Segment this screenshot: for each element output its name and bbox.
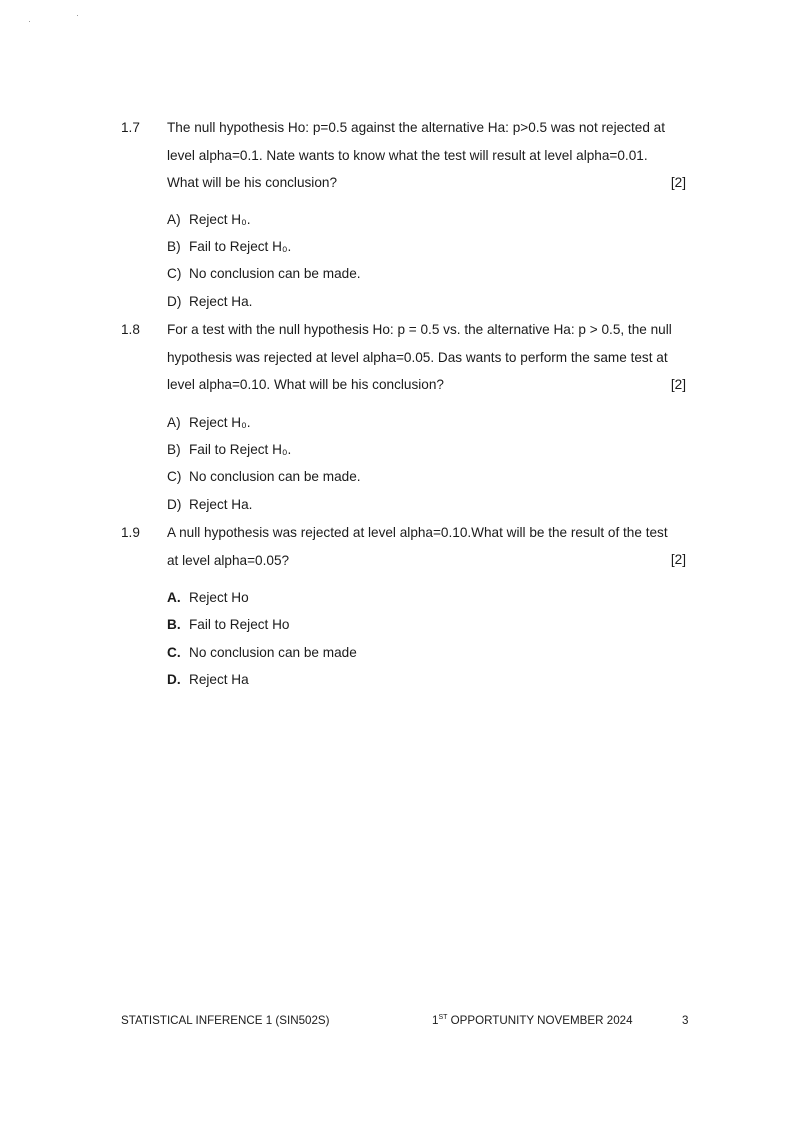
question-line: level alpha=0.10. What will be his conclusion? — [167, 377, 444, 393]
option-text: Reject Ha. — [189, 497, 253, 512]
footer-course: STATISTICAL INFERENCE 1 (SIN502S) — [121, 1014, 330, 1027]
option-text: No conclusion can be made. — [189, 469, 361, 484]
option-text: Fail to Reject Ho — [189, 617, 290, 632]
option-text: Fail to Reject H₀. — [189, 239, 292, 254]
option-c: C) No conclusion can be made. — [167, 469, 361, 484]
option-c: C. No conclusion can be made — [167, 645, 357, 660]
option-text: Reject Ha — [189, 672, 249, 687]
question-text — [167, 519, 686, 574]
option-text: Reject H₀. — [189, 415, 251, 430]
option-b: B. Fail to Reject Ho — [167, 617, 290, 632]
question-line: The null hypothesis Ho: p=0.5 against the alternative Ha: p>0.5 was not rejected at — [167, 120, 665, 135]
option-b: B) Fail to Reject H₀. — [167, 442, 292, 457]
option-d: D) Reject Ha. — [167, 497, 253, 512]
question-number: 1.8 — [121, 322, 140, 337]
option-text: Reject Ha. — [189, 294, 253, 309]
option-text: No conclusion can be made — [189, 645, 357, 660]
footer-opportunity: 1ST OPPORTUNITY NOVEMBER 2024 — [432, 1014, 633, 1027]
option-b: B) Fail to Reject H₀. — [167, 239, 292, 254]
question-line: For a test with the null hypothesis Ho: p = 0.5 vs. the alternative Ha: p > 0.5, the null — [167, 322, 672, 337]
question-number: 1.9 — [121, 525, 140, 540]
question-marks: [2] — [670, 552, 686, 567]
question-line: at level alpha=0.05? — [167, 552, 290, 568]
footer-page-number: 3 — [682, 1014, 689, 1027]
question-line: level alpha=0.1. Nate wants to know what the test will result at level alpha=0.01. — [167, 147, 648, 163]
question-text — [167, 316, 686, 399]
question-text — [167, 114, 686, 197]
question-marks: [2] — [670, 175, 686, 190]
option-text: Reject Ho — [189, 590, 249, 605]
question-marks: [2] — [670, 377, 686, 392]
scan-speck — [77, 15, 78, 16]
option-text: Reject H₀. — [189, 212, 251, 227]
question-line: A null hypothesis was rejected at level alpha=0.10.What will be the result of the test — [167, 525, 668, 540]
question-line: What will be his conclusion? — [167, 175, 338, 191]
option-text: No conclusion can be made. — [189, 266, 361, 281]
option-a: A) Reject H₀. — [167, 212, 251, 227]
option-d: D. Reject Ha — [167, 672, 249, 687]
option-c: C) No conclusion can be made. — [167, 266, 361, 281]
option-a: A. Reject Ho — [167, 590, 249, 605]
scan-speck — [29, 21, 30, 22]
option-text: Fail to Reject H₀. — [189, 442, 292, 457]
question-number: 1.7 — [121, 120, 140, 135]
question-line: hypothesis was rejected at level alpha=0.05. Das wants to perform the same test at — [167, 349, 668, 365]
option-d: D) Reject Ha. — [167, 294, 253, 309]
option-a: A) Reject H₀. — [167, 415, 251, 430]
